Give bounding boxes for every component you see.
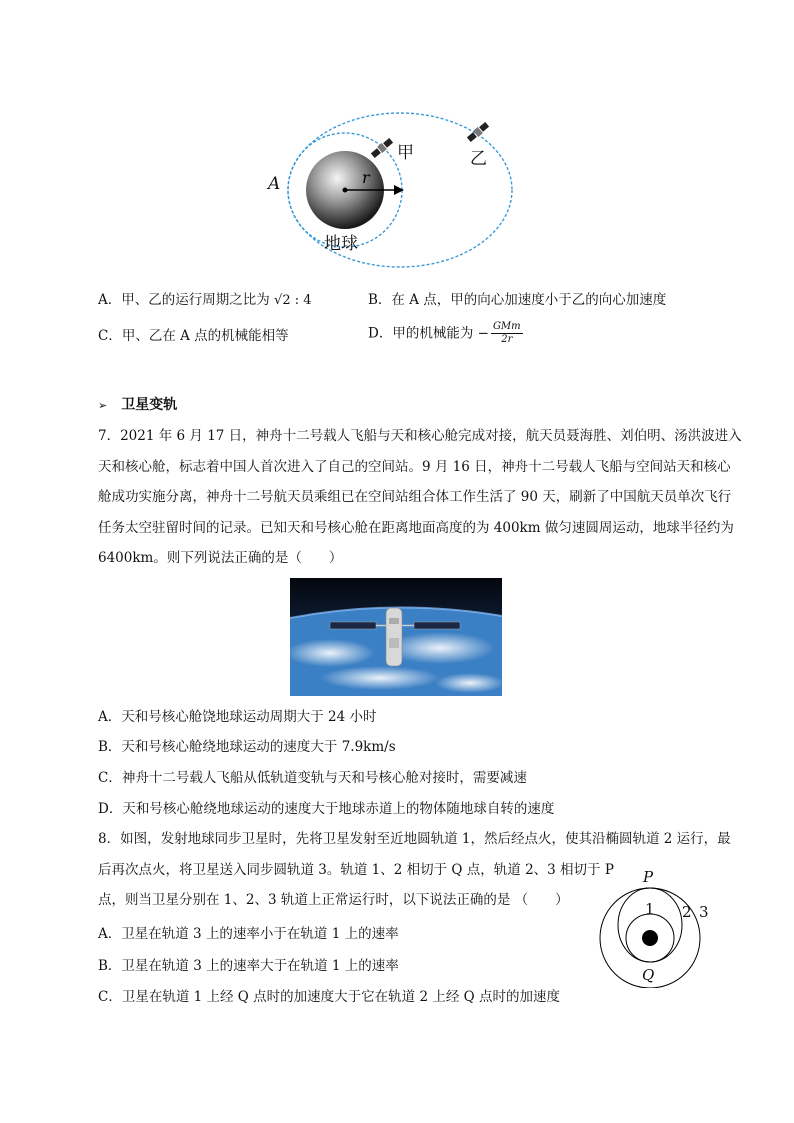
transfer-orbit-figure xyxy=(595,868,715,988)
arrow-marker-icon: ➢ xyxy=(98,399,108,412)
q8-line: 后再次点火，将卫星送入同步圆轨道 3。轨道 1、2 相切于 Q 点，轨道 2、3 相切于 P xyxy=(98,861,614,878)
q6-option-a: A．甲、乙的运行周期之比为 √2 : 4 xyxy=(98,292,312,308)
label-1: 1 xyxy=(645,900,655,918)
q7-stem xyxy=(98,421,742,574)
label-jia: 甲 xyxy=(397,143,414,163)
label-Q: Q xyxy=(642,966,655,984)
q7-line: 舱成功实施分离，神舟十二号航天员乘组已在空间站组合体工作生活了 90 天，刷新了中国航天员单次飞行 xyxy=(98,489,732,505)
earth-dot xyxy=(642,930,658,946)
label-earth: 地球 xyxy=(324,234,358,254)
q7-option-b: B．天和号核心舱绕地球运动的速度大于 7.9km/s xyxy=(98,739,396,755)
q7-line: 6400km。则下列说法正确的是（ ） xyxy=(98,550,343,566)
q8-option-b: B．卫星在轨道 3 上的速率大于在轨道 1 上的速率 xyxy=(98,958,399,974)
q7-option-a: A．天和号核心舱饶地球运动周期大于 24 小时 xyxy=(98,709,377,725)
q7-line: 7．2021 年 6 月 17 日，神舟十二号载人飞船与天和核心舱完成对接，航天员聂海胜、刘伯明、汤洪波进入 xyxy=(98,428,742,444)
label-P: P xyxy=(643,868,654,886)
q7-option-d: D．天和号核心舱绕地球运动的速度大于地球赤道上的物体随地球自转的速度 xyxy=(98,801,555,817)
label-2: 2 xyxy=(682,903,692,921)
q8-line: 点，则当卫星分别在 1、2、3 轨道上正常运行时，以下说法正确的是 （ ） xyxy=(98,892,569,908)
satellite-yi-icon xyxy=(466,121,490,143)
fraction-gmm-2r: $\frac{\text{GMm}}{2r}$ xyxy=(492,321,521,345)
q7-line: 任务太空驻留时间的记录。已知天和号核心舱在距离地面高度的为 400km 做匀速圆周运动，地球半径约为 xyxy=(98,519,734,536)
section-heading xyxy=(98,394,177,414)
q7-option-c: C．神舟十二号载人飞船从低轨道变轨与天和号核心舱对接时，需要减速 xyxy=(98,770,527,786)
q8-line: 8．如图，发射地球同步卫星时，先将卫星发射至近地圆轨道 1，然后经点火，使其沿椭圆轨道 2 运行，最 xyxy=(98,831,731,847)
q6-option-c: C．甲、乙在 A 点的机械能相等 xyxy=(98,328,289,344)
section-title: 卫星变轨 xyxy=(121,397,178,413)
label-r: r xyxy=(362,168,370,187)
q6-option-b: B．在 A 点，甲的向心加速度小于乙的向心加速度 xyxy=(368,292,667,308)
label-3: 3 xyxy=(699,903,709,921)
label-yi: 乙 xyxy=(470,149,487,169)
q6-option-d: D．甲的机械能为 − $\frac{\text{GMm}}{2r}$ xyxy=(368,321,521,345)
label-A: A xyxy=(268,174,281,194)
q8-option-c: C．卫星在轨道 1 上经 Q 点时的加速度大于它在轨道 2 上经 Q 点时的加速度 xyxy=(98,989,560,1005)
q8-option-a: A．卫星在轨道 3 上的速率小于在轨道 1 上的速率 xyxy=(98,926,399,942)
orbit-figure xyxy=(270,110,530,280)
sqrt-ratio: √2 : 4 xyxy=(274,293,312,308)
space-station-photo xyxy=(290,578,502,696)
q7-line: 天和核心舱，标志着中国人首次进入了自己的空间站。9 月 16 日，神舟十二号载人飞船与空间站天和核心 xyxy=(98,458,731,475)
